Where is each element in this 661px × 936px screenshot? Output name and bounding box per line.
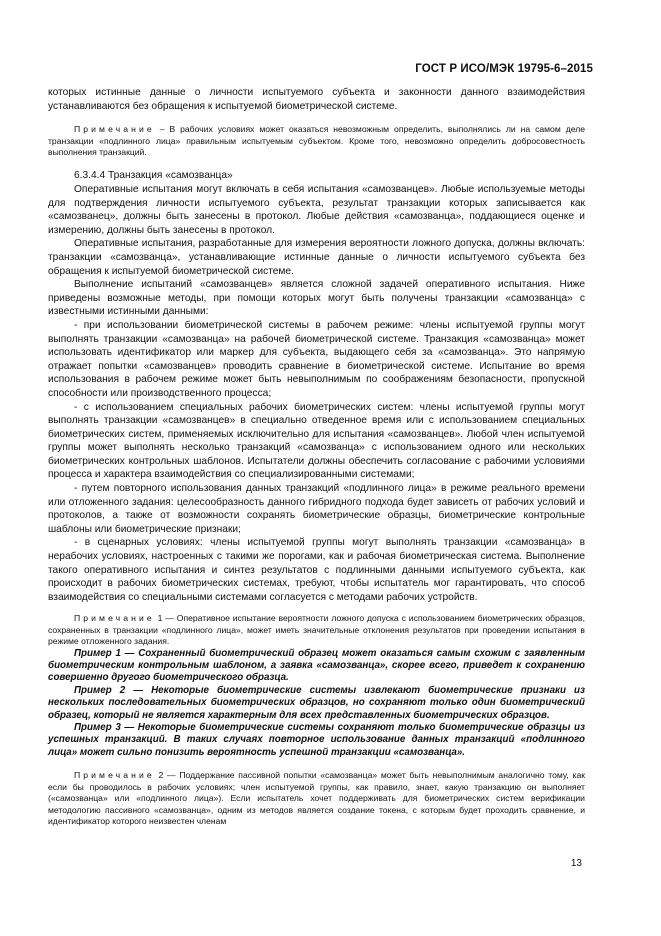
note-paragraph xyxy=(48,613,585,647)
section-heading: 6.3.4.4 Транзакция «самозванца» xyxy=(74,170,233,182)
note-label: Примечание xyxy=(74,613,155,624)
note-label: Примечание xyxy=(74,124,155,135)
page-body xyxy=(48,86,585,827)
body-paragraph: Оперативные испытания могут включать в себя испытания «самозванцев». Любые используемые методы для подтверждения личности испытуемого субъекта, результат транзакции которых записывается как «самозванец», должны быть занесены в протокол. Любые действия «самозванца», поддающиеся оценке и измерению, должны быть занесены в протокол. xyxy=(48,184,585,236)
list-item: - при использовании биометрической системы в рабочем режиме: члены испытуемой группы могут выполнять транзакции «самозванца» на рабочей биометрической системе. Транзакция «самозванца» может использовать идентификатор или маркер для субъекта, выдающего себя за «самозванца». Это напрямую отражает попытки «самозванцев» проводить сравнение в биометрической системе. Испытание во время использования в рабочем режиме может быть невыполнимым по соображениям безопасности, пропускной способности или производственного процесса; xyxy=(48,319,585,399)
page-number: 13 xyxy=(570,858,582,869)
note-label: Примечание xyxy=(74,770,155,781)
body-paragraph: Оперативные испытания, разработанные для измерения вероятности ложного допуска, должны включать: транзакции «самозванца», устанавливающие истинные данные о личности испытуемого субъекта без обращения к испытуемой биометрической системе. xyxy=(48,238,585,277)
example-paragraph: Пример 2 — Некоторые биометрические системы извлекают биометрические признаки из нескольких последовательных биометрических образцов, но сохраняют только один биометрический образец, который не является характерным для всех представленных биометрических образцов. xyxy=(48,684,585,721)
list-item: - с использованием специальных рабочих биометрических систем: члены испытуемой группы могут выполнять транзакции «самозванцев» в специально отведенное время или с использованием специальных биометрических систем, применяемых исключительно для испытания «самозванцев». Любой член испытуемой группы может выполнять несколько транзакций «самозванца» с использованием одного или нескольких биометрических контрольных шаблонов. Испытатели должны обеспечить согласование с рабочими условиями процесса и характера взаимодействия со специализированными системами; xyxy=(48,401,585,481)
document-code-header: ГОСТ Р ИСО/МЭК 19795-6–2015 xyxy=(415,63,593,75)
note-paragraph xyxy=(48,124,585,158)
note-text: 1 — Оперативное испытание вероятности ложного допуска с использованием биометрических образцов, сохраненных в транзакции «подлинного лица», может иметь значительные отклонения результатов при проведении испытания в режиме отложенного задания. xyxy=(48,613,585,647)
example-paragraph: Пример 3 — Некоторые биометрические системы сохраняют только биометрические образцы из успешных транзакций. В таких случаях повторное использование данных транзакций «подлинного лица» может сильно понизить вероятность успешной транзакции «самозванца». xyxy=(48,722,585,758)
note-text: 2 — Поддержание пассивной попытки «самозванца» может быть невыполнимым аналогично тому, как если бы проводилось в рабочих условиях; член испытуемой группы, как правило, знает, какую транзакцию он выполняет («самозванца» или «подлинного лица»). Если испытатель хочет поддерживать для биометрических систем верификации методологию пассивного «самозванца», одним из методов является создание токена, с которым будет проходить сравнение, и идентификатор которого неизвестен членам xyxy=(48,770,585,826)
body-paragraph: Выполнение испытаний «самозванцев» является сложной задачей оперативного испытания. Ниже приведены возможные методы, при помощи которых могут быть получены транзакции «самозванца» с известными истинными данными: xyxy=(48,279,585,318)
list-item: - в сценарных условиях: члены испытуемой группы могут выполнять транзакции «самозванца» в нерабочих условиях, настроенных с такими же порогами, как и рабочая биометрическая система. Выполнение такого оперативного испытания и синтез результатов с подлинными данными испытуемого субъекта, как происходит в рабочих биометрических системах, требуют, чтобы испытатель мог гарантировать, что способ взаимодействия со специальными системами согласуется с методами рабочих устройств. xyxy=(48,537,585,603)
note-text: – В рабочих условиях может оказаться невозможным определить, выполнялись ли на самом деле транзакции «подлинного лица» правильным испытуемым субъектом. Кроме того, невозможно определить добросовестность выполнения транзакций. xyxy=(48,124,585,157)
example-paragraph: Пример 1 — Сохраненный биометрический образец может оказаться самым схожим с заявленным биометрическим контрольным шаблоном, а заявка «самозванца», скорее всего, приведет к сохранению совершенно другого биометрического образца. xyxy=(48,647,585,684)
list-item: - путем повторного использования данных транзакций «подлинного лица» в режиме реального времени или отложенного задания: целесообразность данного гибридного подхода будет зависеть от рабочих условий и протоколов, а также от возможности сохранять биометрические образцы, биометрические контрольные шаблоны или биометрические признаки; xyxy=(48,483,585,535)
continuation-paragraph: которых истинные данные о личности испытуемого субъекта и законности данного взаимодействия устанавливаются без обращения к испытуемой биометрической системе. xyxy=(48,87,585,112)
note-paragraph xyxy=(48,770,585,827)
